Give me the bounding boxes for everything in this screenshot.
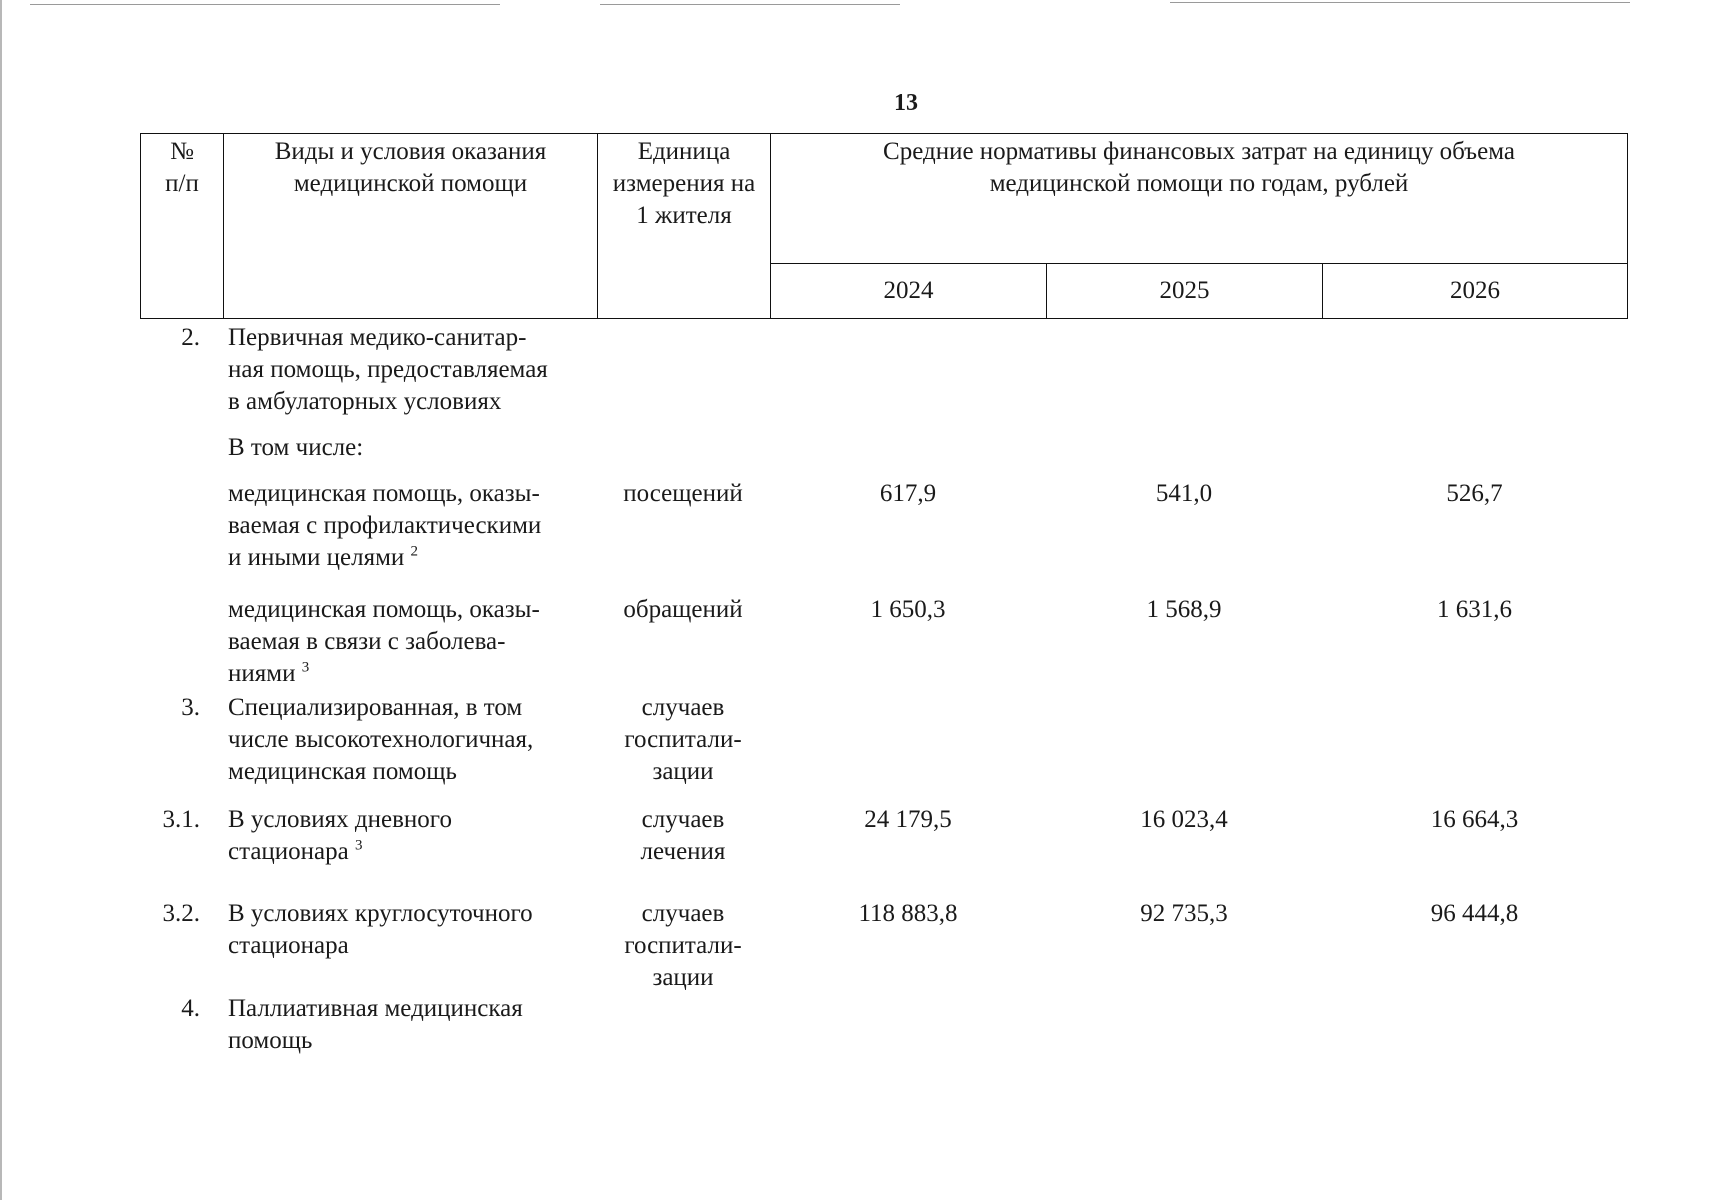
row-unit-line: госпитали- [624, 932, 742, 959]
header-unit-line: 1 жителя [636, 202, 732, 229]
row-value-2024: 24 179,5 [864, 806, 952, 833]
row-value-2026: 16 664,3 [1430, 806, 1519, 833]
header-unit-line: Единица [637, 138, 731, 165]
row-description-line: медицинская помощь [228, 758, 457, 785]
scan-artifact-line [600, 4, 900, 5]
row-value-2025: 1 568,9 [1146, 596, 1222, 623]
header-year-2025: 2025 [1047, 264, 1323, 319]
row-number: 3. [181, 694, 200, 721]
row-value-2025: 541,0 [1155, 480, 1213, 507]
page-number: 13 [894, 90, 918, 116]
header-num-line: № [170, 138, 194, 165]
row-description-line: в амбулаторных условиях [228, 388, 502, 415]
row-description [228, 432, 608, 464]
row-description-line: помощь [228, 1027, 313, 1054]
row-unit-line: посещений [623, 480, 743, 507]
row-value-2026: 96 444,8 [1430, 900, 1519, 927]
row-description-line: медицинская помощь, оказы- [228, 596, 540, 623]
row-description [228, 692, 608, 788]
row-description [228, 322, 608, 418]
row-description-line: В том числе: [228, 434, 364, 461]
row-description-line: ваемая с профилактическими [228, 512, 542, 539]
footnote-ref: 2 [410, 543, 419, 560]
row-value-2025: 16 023,4 [1140, 806, 1228, 833]
row-unit-line: случаев [641, 900, 725, 927]
row-description [228, 804, 608, 868]
header-unit-cell [598, 134, 771, 319]
header-unit-line: измерения на [612, 170, 756, 197]
row-number: 4. [181, 995, 200, 1022]
row-value-2026: 526,7 [1446, 480, 1503, 507]
footnote-ref: 3 [301, 659, 310, 676]
footnote-ref: 3 [355, 837, 363, 854]
row-unit-line: случаев [641, 806, 725, 833]
row-description-line: ная помощь, предоставляемая [228, 356, 548, 383]
row-description-line: В условиях круглосуточного [228, 900, 533, 927]
row-unit-line: случаев [641, 694, 725, 721]
row-unit-line: лечения [640, 838, 726, 865]
row-description-line: и иными целями $^2$ [228, 543, 419, 571]
row-value-2024: 118 883,8 [858, 900, 958, 927]
row-description-line: медицинская помощь, оказы- [228, 480, 540, 507]
row-number: 2. [181, 324, 200, 351]
row-description-line: Первичная медико-санитар- [228, 324, 527, 351]
row-value-2024: 1 650,3 [870, 596, 946, 623]
row-description-line: ниями $^3$ [228, 659, 310, 687]
row-description-line: стационара $^3$ [228, 837, 363, 865]
row-description [228, 478, 608, 574]
scan-artifact-line [1170, 2, 1630, 3]
row-description [228, 594, 608, 690]
row-number: 3.1. [162, 806, 200, 833]
scan-artifact-line [30, 4, 500, 5]
row-value-2025: 92 735,3 [1140, 900, 1228, 927]
row-unit [597, 898, 769, 994]
row-description [228, 898, 608, 962]
header-num-line: п/п [165, 170, 199, 197]
row-description-line: В условиях дневного [228, 806, 452, 833]
row-value-2026: 1 631,6 [1437, 596, 1512, 623]
row-unit-line: зации [652, 964, 714, 991]
header-norms-line: Средние нормативы финансовых затрат на единицу объема [883, 138, 1515, 165]
row-unit [597, 478, 769, 510]
row-description [228, 993, 608, 1057]
row-number: 3.2. [162, 900, 200, 927]
header-norms-cell [771, 134, 1628, 264]
header-kind-line: Виды и условия оказания [274, 138, 547, 165]
row-value-2024: 617,9 [879, 480, 937, 507]
row-unit-line: обращений [623, 596, 743, 623]
row-unit [597, 594, 769, 626]
row-unit [597, 804, 769, 868]
row-description-line: числе высокотехнологичная, [228, 726, 534, 753]
row-description-line: Паллиативная медицинская [228, 995, 523, 1022]
header-kind-line: медицинской помощи [293, 170, 528, 197]
row-unit [597, 692, 769, 788]
row-unit-line: зации [652, 758, 714, 785]
row-description-line: ваемая в связи с заболева- [228, 628, 506, 655]
table-header [140, 133, 1628, 319]
row-description-line: Специализированная, в том [228, 694, 523, 721]
header-norms-line: медицинской помощи по годам, рублей [989, 170, 1409, 197]
row-unit-line: госпитали- [624, 726, 742, 753]
header-kind-cell [224, 134, 598, 319]
scan-left-edge [0, 0, 2, 1200]
row-description-line: стационара [228, 932, 349, 959]
header-year-2024: 2024 [771, 264, 1047, 319]
header-num-cell [141, 134, 224, 319]
header-year-2026: 2026 [1323, 264, 1628, 319]
